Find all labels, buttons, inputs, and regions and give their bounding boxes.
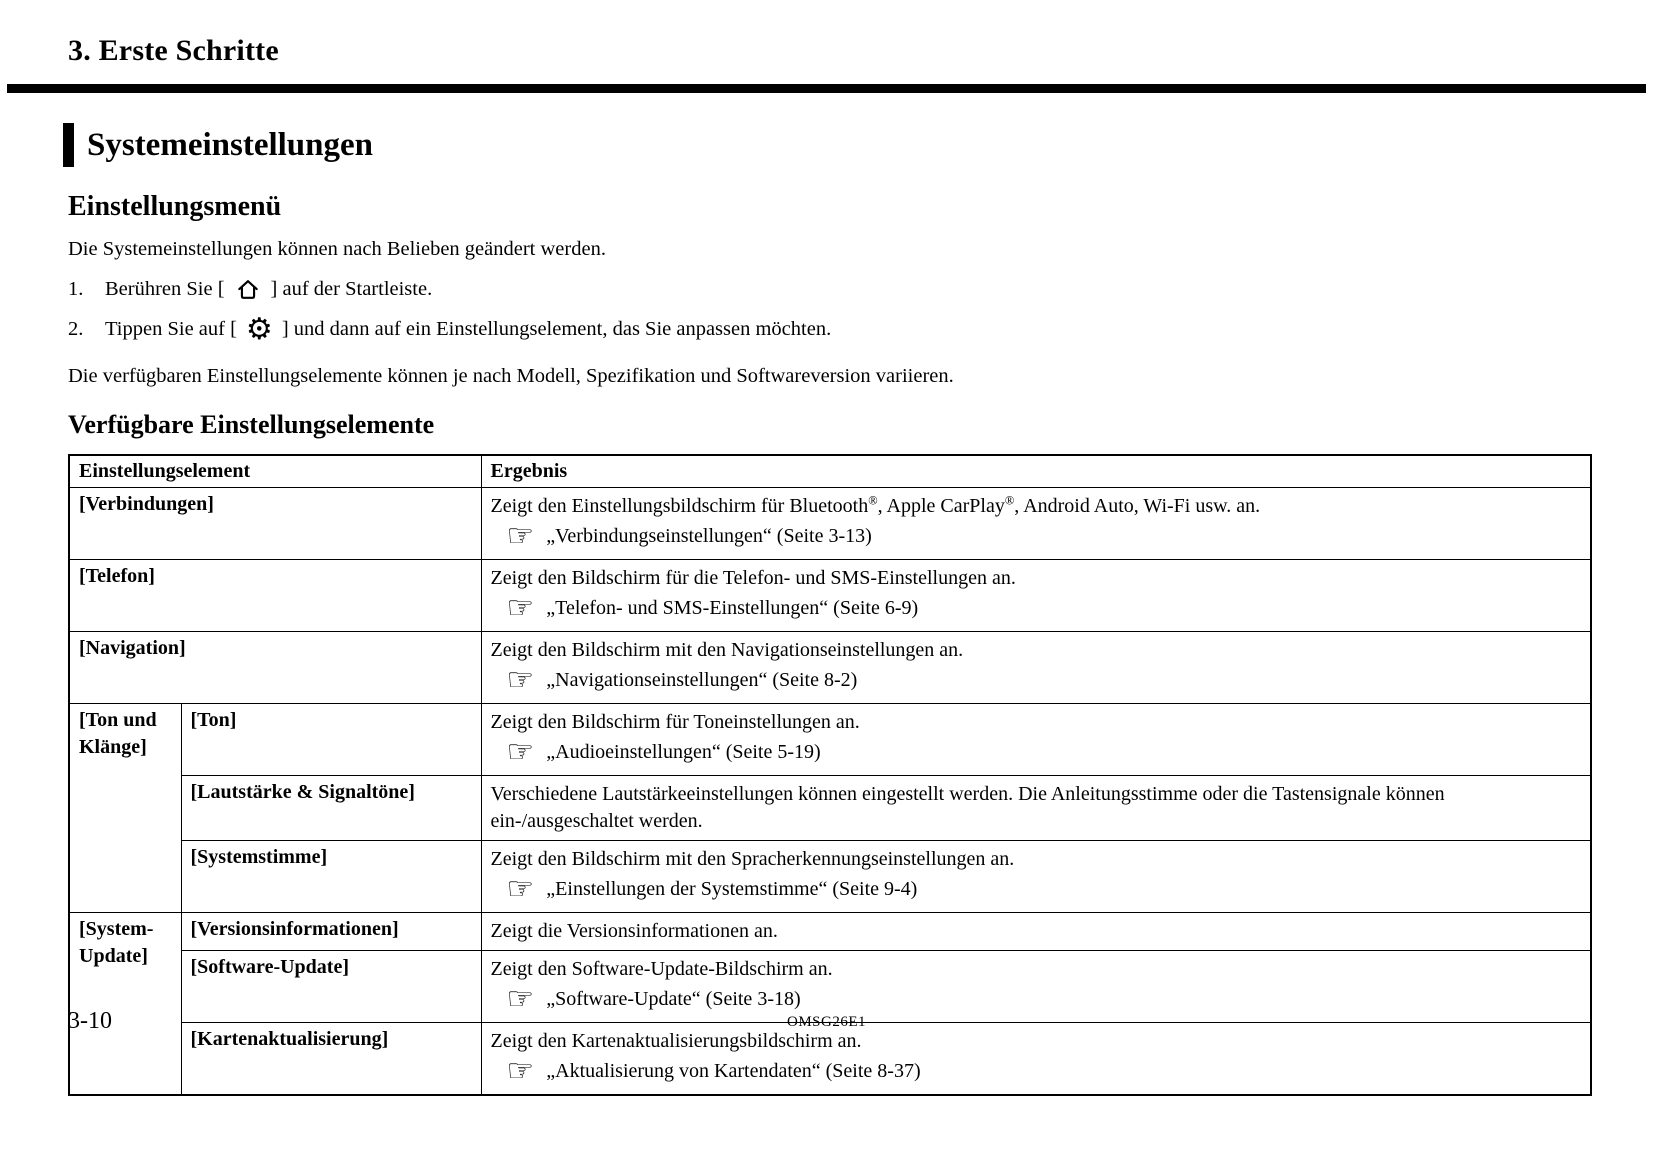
pointing-hand-icon: ☞ [506, 518, 535, 555]
item-cell-systemstimme: [Systemstimme] [181, 841, 481, 913]
table-row-software-update [69, 951, 1591, 1023]
reference-text: „Navigationseinstellungen“ (Seite 8-2) [546, 669, 858, 692]
result-cell-versionsinformationen [481, 913, 1591, 951]
result-description: Zeigt den Bildschirm mit den Navigationseinstellungen an. [490, 639, 964, 662]
reference-text: „Einstellungen der Systemstimme“ (Seite 9-4) [546, 878, 918, 901]
table-row-versionsinformationen [69, 913, 1591, 951]
step-1-number: 1. [68, 278, 84, 301]
note-paragraph: Die verfügbaren Einstellungselemente können je nach Modell, Spezifikation und Softwareversion variieren. [68, 364, 954, 387]
item-cell-kartenaktualisierung: [Kartenaktualisierung] [181, 1023, 481, 1096]
footer-page-number: 3-10 [68, 1008, 112, 1034]
item-cell-lautstaerke: [Lautstärke & Signaltöne] [181, 776, 481, 841]
pointing-hand-icon: ☞ [506, 981, 535, 1018]
reference-text: „Telefon- und SMS-Einstellungen“ (Seite 6-9) [546, 597, 919, 620]
result-cell-kartenaktualisierung [481, 1023, 1591, 1096]
table-header-einstellungselement: Einstellungselement [69, 455, 481, 488]
reference-line [491, 983, 1582, 1017]
result-description: Zeigt den Einstellungsbildschirm für Bluetooth®, Apple CarPlay®, Android Auto, Wi-Fi usw. an. [490, 493, 1261, 518]
section-heading [63, 123, 1653, 167]
table-row-ton [69, 704, 1591, 776]
reference-line [491, 736, 1582, 770]
table-row-verbindungen [69, 488, 1591, 560]
result-cell-lautstaerke [481, 776, 1591, 841]
step-1 [68, 270, 1653, 310]
table-row-kartenaktualisierung [69, 1023, 1591, 1096]
reference-line [491, 873, 1582, 907]
reference-line [491, 1055, 1582, 1089]
item-cell-navigation: [Navigation] [69, 632, 481, 704]
reference-text: „Verbindungseinstellungen“ (Seite 3-13) [546, 525, 872, 548]
group-cell-ton-und-klaenge: [Ton und Klänge] [69, 704, 181, 913]
result-cell-software-update [481, 951, 1591, 1023]
table-header-row [69, 455, 1591, 488]
result-description: Zeigt die Versionsinformationen an. [490, 920, 778, 943]
section-title: Systemeinstellungen [87, 126, 374, 163]
result-cell-ton [481, 704, 1591, 776]
pointing-hand-icon: ☞ [506, 590, 535, 627]
pointing-hand-icon: ☞ [506, 662, 535, 699]
result-description: Zeigt den Bildschirm für die Telefon- und SMS-Einstellungen an. [490, 567, 1016, 590]
item-cell-software-update: [Software-Update] [181, 951, 481, 1023]
reference-text: „Audioeinstellungen“ (Seite 5-19) [546, 741, 821, 764]
pointing-hand-icon: ☞ [506, 871, 535, 908]
reference-text: „Software-Update“ (Seite 3-18) [546, 988, 801, 1011]
step-2 [68, 310, 1653, 350]
table-row-navigation [69, 632, 1591, 704]
reference-text: „Aktualisierung von Kartendaten“ (Seite 8-37) [546, 1060, 921, 1083]
steps-list [68, 270, 1653, 350]
chapter-title: 3. Erste Schritte [68, 34, 279, 67]
header-rule [7, 84, 1646, 93]
pointing-hand-icon: ☞ [506, 734, 535, 771]
step-2-number: 2. [68, 318, 84, 341]
home-icon [234, 276, 262, 303]
reference-line [491, 520, 1582, 554]
intro-paragraph: Die Systemeinstellungen können nach Belieben geändert werden. [68, 238, 606, 260]
gear-icon: ⚙ [245, 311, 273, 347]
result-cell-verbindungen [481, 488, 1591, 560]
pointing-hand-icon: ☞ [506, 1053, 535, 1090]
subsection-title-einstellungsmenu: Einstellungsmenü [68, 191, 282, 222]
result-description: Verschiedene Lautstärkeeinstellungen können eingestellt werden. Die Anleitungsstimme oder die Tastensignale können ein-/ausgeschaltet werden. [490, 783, 1445, 833]
result-description: Zeigt den Bildschirm mit den Spracherkennungseinstellungen an. [490, 848, 1015, 871]
result-cell-systemstimme [481, 841, 1591, 913]
result-description: Zeigt den Software-Update-Bildschirm an. [490, 958, 833, 981]
settings-table [68, 454, 1592, 1096]
step-1-text-post: ] auf der Startleiste. [270, 278, 433, 301]
item-cell-verbindungen: [Verbindungen] [69, 488, 481, 560]
section-marker-bar [63, 123, 74, 167]
item-cell-versionsinformationen: [Versionsinformationen] [181, 913, 481, 951]
item-cell-ton: [Ton] [181, 704, 481, 776]
footer-document-code: OMSG26E1 [786, 1014, 866, 1030]
table-row-telefon [69, 560, 1591, 632]
group-cell-system-update: [System-Update] [69, 913, 181, 1096]
result-description: Zeigt den Bildschirm für Toneinstellungen an. [490, 711, 860, 734]
table-row-systemstimme [69, 841, 1591, 913]
table-row-lautstaerke [69, 776, 1591, 841]
result-description: Zeigt den Kartenaktualisierungsbildschirm an. [490, 1030, 862, 1053]
step-2-text-pre: Tippen Sie auf [ [105, 318, 237, 341]
subsection-title-verfuegbare: Verfügbare Einstellungselemente [68, 410, 435, 440]
item-cell-telefon: [Telefon] [69, 560, 481, 632]
step-2-text-post: ] und dann auf ein Einstellungselement, das Sie anpassen möchten. [281, 318, 832, 341]
result-cell-telefon [481, 560, 1591, 632]
reference-line [491, 592, 1582, 626]
reference-line [491, 664, 1582, 698]
result-cell-navigation [481, 632, 1591, 704]
table-header-ergebnis: Ergebnis [481, 455, 1591, 488]
step-1-text-pre: Berühren Sie [ [105, 278, 225, 301]
